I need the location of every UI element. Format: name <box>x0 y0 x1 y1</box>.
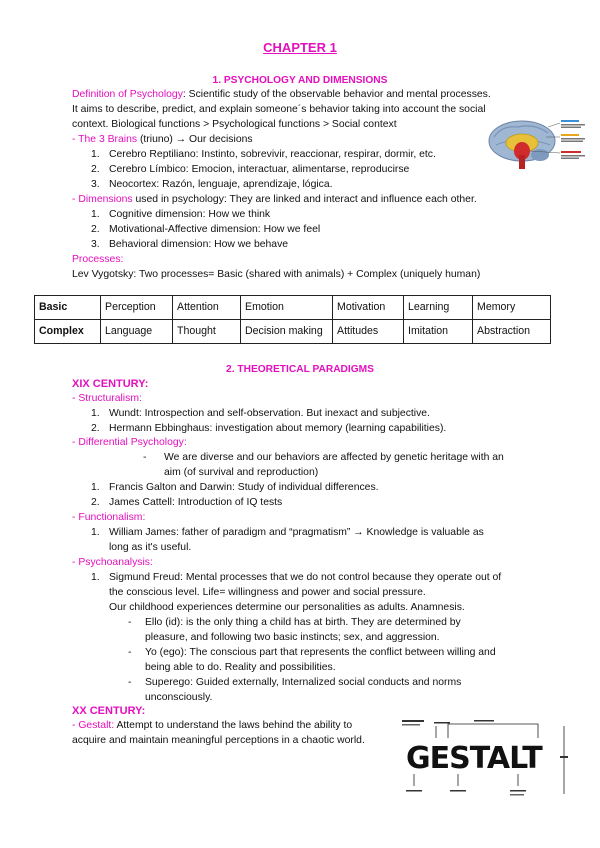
dimension-item-2: 2. Motivational-Affective dimension: How we feel <box>91 224 321 235</box>
brains-label: - The 3 Brains <box>72 134 138 145</box>
structuralism-label: - Structuralism: <box>72 393 142 404</box>
gestalt-line-1 <box>72 719 352 734</box>
table-cell: Attention <box>173 296 241 320</box>
table-cell: Perception <box>101 296 173 320</box>
table-cell: Attitudes <box>333 320 404 344</box>
table-cell: Language <box>101 320 173 344</box>
triune-brain-illustration <box>488 115 588 177</box>
table-cell: Memory <box>473 296 551 320</box>
psychoanalysis-label: - Psychoanalysis: <box>72 557 153 568</box>
brain-item-2: 2. Cerebro Límbico: Emocion, interactuar, alimentarse, reproducirse <box>91 164 410 175</box>
differential-label: - Differential Psychology: <box>72 437 187 448</box>
chapter-title: CHAPTER 1 <box>263 40 337 55</box>
section-2-heading: 2. THEORETICAL PARADIGMS <box>226 364 374 375</box>
xx-century-heading: XX CENTURY: <box>72 705 146 717</box>
dimension-item-1: 1. Cognitive dimension: How we think <box>91 209 271 220</box>
dimension-item-3: 3. Behavioral dimension: How we behave <box>91 239 289 250</box>
aim-line-2: context. Biological functions > Psychological functions > Social context <box>72 119 397 130</box>
processes-label: Processes: <box>72 254 124 265</box>
table-cell: Abstraction <box>473 320 551 344</box>
gestalt-logo-text: GESTALT <box>406 741 542 776</box>
ello-bullet: - Ello (id): is the only thing a child has at birth. They are determined by <box>128 617 461 628</box>
table-cell: Imitation <box>404 320 473 344</box>
xix-century-heading: XIX CENTURY: <box>72 378 149 390</box>
differential-item-2: 2. James Cattell: Introduction of IQ tests <box>91 497 283 508</box>
yo-bullet: - Yo (ego): The conscious part that represents the conflict between willing and <box>128 647 496 658</box>
differential-item-1: 1. Francis Galton and Darwin: Study of individual differences. <box>91 482 379 493</box>
brain-item-1: 1. Cerebro Reptiliano: Instinto, sobrevivir, reaccionar, respirar, dormir, etc. <box>91 149 436 160</box>
table-row <box>35 320 551 344</box>
structuralism-item-1: 1. Wundt: Introspection and self-observation. But inexact and subjective. <box>91 408 430 419</box>
table-cell: Complex <box>35 320 101 344</box>
brains-text: (triuno) → Our decisions <box>137 134 253 145</box>
table-cell: Basic <box>35 296 101 320</box>
freud-item: 1. Sigmund Freud: Mental processes that we do not control because they operate out of <box>91 572 502 583</box>
freud-line-3: Our childhood experiences determine our personalities as adults. Anamnesis. <box>109 602 465 613</box>
definition-text: : Scientific study of the observable behavior and mental processes. <box>182 89 491 100</box>
table-cell: Thought <box>173 320 241 344</box>
dimensions-line <box>72 193 477 208</box>
processes-table <box>34 295 551 344</box>
table-cell: Motivation <box>333 296 404 320</box>
gestalt-text: Attempt to understand the laws behind the ability to <box>114 720 353 731</box>
table-cell: Decision making <box>241 320 333 344</box>
functionalism-item-1: 1. William James: father of paradigm and “pragmatism” → Knowledge is valuable as <box>91 527 484 538</box>
aim-line-1: It aims to describe, predict, and explain someone´s behavior taking into account the social <box>72 104 486 115</box>
processes-text: Lev Vygotsky: Two processes= Basic (shared with animals) + Complex (uniquely human) <box>72 269 481 280</box>
table-cell: Emotion <box>241 296 333 320</box>
functionalism-item-1-cont: long as it's useful. <box>109 542 192 553</box>
functionalism-label: - Functionalism: <box>72 512 146 523</box>
differential-bullet: - We are diverse and our behaviors are affected by genetic heritage with an <box>143 452 504 463</box>
differential-bullet-cont: aim (of survival and reproduction) <box>164 467 319 478</box>
superego-cont: unconsciously. <box>145 692 213 703</box>
gestalt-label: - Gestalt: <box>72 720 115 731</box>
table-cell: Learning <box>404 296 473 320</box>
structuralism-item-2: 2. Hermann Ebbinghaus: investigation about memory (learning capabilities). <box>91 423 447 434</box>
gestalt-line-2: acquire and maintain meaningful perceptions in a chaotic world. <box>72 735 365 746</box>
brains-line <box>72 133 253 148</box>
section-1-heading: 1. PSYCHOLOGY AND DIMENSIONS <box>212 75 388 86</box>
ello-cont: pleasure, and following two basic instincts; sex, and aggression. <box>145 632 440 643</box>
definition-label: Definition of Psychology <box>72 89 183 100</box>
gestalt-illustration <box>400 716 570 802</box>
definition-line <box>72 88 491 103</box>
dimensions-text: used in psychology: They are linked and interact and influence each other. <box>132 194 477 205</box>
yo-cont: being able to do. Reality and possibilities. <box>145 662 336 673</box>
freud-line-2: the conscious level. Life= willingness and power and social pressure. <box>109 587 426 598</box>
superego-bullet: - Superego: Guided externally, Internalized social conducts and norms <box>128 677 462 688</box>
brain-item-3: 3. Neocortex: Razón, lenguaje, aprendizaje, lógica. <box>91 179 333 190</box>
dimensions-label: - Dimensions <box>72 194 133 205</box>
table-row <box>35 296 551 320</box>
